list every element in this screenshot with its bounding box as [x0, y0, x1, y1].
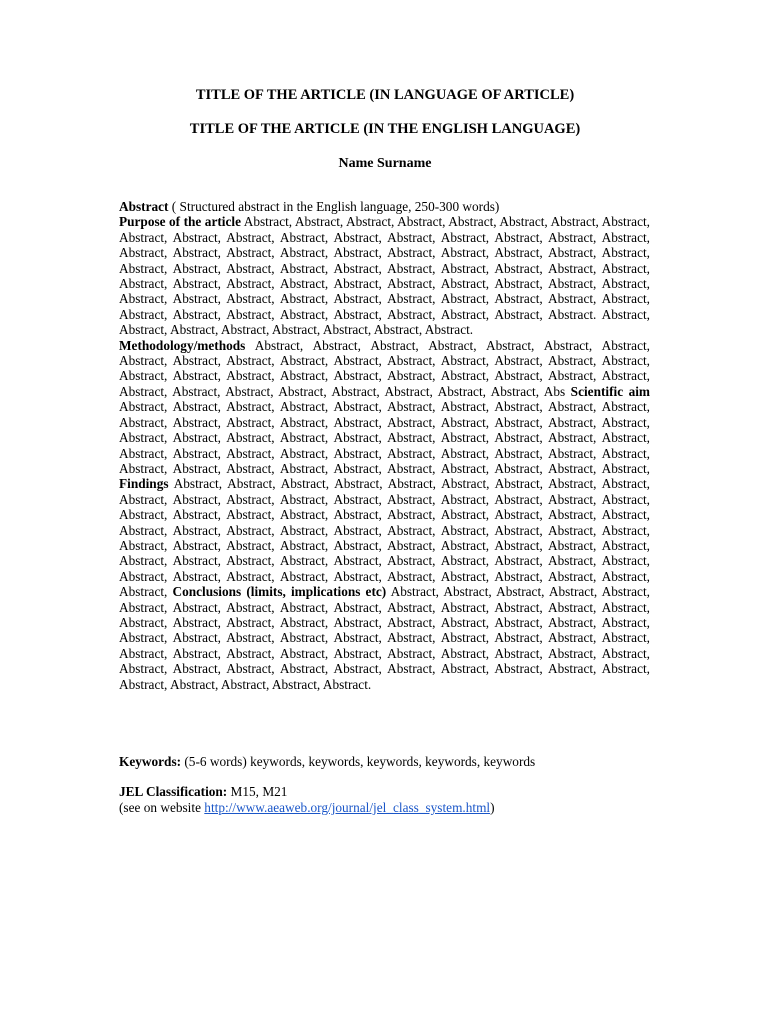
purpose-text: Abstract, Abstract, Abstract, Abstract, Abstract, Abstract, Abstract, Abstract, Abstract, Abstract, Abstract, Abstract, Abstract, Abstract, Abstract, Abstract, Abstract, Abstract, Abstract, Abstract, Abstract, Abstract, Abstract, Abstract, Abstract, Abstract, Abstract, Abstract, Abstract, Abstract, Abstract, Abstract, Abstract, Abstract, Abstract, Abstract, Abstract, Abstract, Abstract, Abstract, Abstract, Abstract, Abstract, Abstract, Abstract, Abstract, Abstract, Abstract, Abstract, Abstract, Abstract, Abstract, Abstract, Abstract, Abstract, Abstract, Abstract, Abstract, Abstract, Abstract, Abstract, Abstract, Abstract, Abstract, Abstract, Abstract, Abstract. Abstract, Abstract, Abstract, Abstract, Abstract, Abstract, Abstract, Abstract. — [119, 214, 650, 338]
abstract-heading — [119, 199, 650, 214]
jel-codes: M15, M21 — [227, 784, 288, 799]
abstract-section — [119, 199, 650, 692]
abstract-label: Abstract — [119, 199, 169, 214]
jel-website-line — [119, 800, 679, 816]
findings-text: Abstract, Abstract, Abstract, Abstract, Abstract, Abstract, Abstract, Abstract, Abstract, Abstract, Abstract, Abstract, Abstract, Abstract, Abstract, Abstract, Abstract, Abstract, Abstract, Abstract, Abstract, Abstract, Abstract, Abstract, Abstract, Abstract, Abstract, Abstract, Abstract, Abstract, Abstract, Abstract, Abstract, Abstract, Abstract, Abstract, Abstract, Abstract, Abstract, Abstract, Abstract, Abstract, Abstract, Abstract, Abstract, Abstract, Abstract, Abstract, Abstract, Abstract, Abstract, Abstract, Abstract, Abstract, Abstract, Abstract, Abstract, Abstract, Abstract, Abstract, Abstract, Abstract, Abstract, Abstract, Abstract, Abstract, Abstract, Abstract, Abstract, Abstract, — [119, 476, 650, 600]
abstract-paragraph-main — [119, 338, 650, 692]
abstract-paragraph-purpose — [119, 214, 650, 337]
purpose-label: Purpose of the article — [119, 214, 241, 230]
article-title-english: TITLE OF THE ARTICLE (IN THE ENGLISH LANGUAGE) — [189, 121, 581, 137]
article-title-original: TITLE OF THE ARTICLE (IN LANGUAGE OF ARTICLE) — [195, 87, 575, 103]
methodology-label: Methodology/methods — [119, 337, 246, 353]
abstract-note: ( Structured abstract in the English language, 250-300 words) — [168, 199, 500, 214]
aim-text: Abstract, Abstract, Abstract, Abstract, Abstract, Abstract, Abstract, Abstract, Abstract, Abstract, Abstract, Abstract, Abstract, Abstract, Abstract, Abstract, Abstract, Abstract, Abstract, Abstract, Abstract, Abstract, Abstract, Abstract, Abstract, Abstract, Abstract, Abstract, Abstract, Abstract, Abstract, Abstract, Abstract, Abstract, Abstract, Abstract, Abstract, Abstract, Abstract, Abstract, Abstract, Abstract, Abstract, Abstract, Abstract, Abstract, Abstract, Abstract, Abstract, Abstract, — [119, 399, 650, 476]
jel-see-prefix: (see on website — [119, 800, 205, 815]
jel-link[interactable]: http://www.aeaweb.org/journal/jel_class_system.html — [204, 800, 491, 815]
methodology-text: Abstract, Abstract, Abstract, Abstract, Abstract, Abstract, Abstract, Abstract, Abstract, Abstract, Abstract, Abstract, Abstract, Abstract, Abstract, Abstract, Abstract, Abstract, Abstract, Abstract, Abstract, Abstract, Abstract, Abstract, Abstract, Abstract, Abstract, Abstract, Abstract, Abstract, Abstract, Abstract, Abstract, Abstract, Abstract, Abs — [119, 337, 650, 399]
jel-section — [119, 784, 679, 816]
jel-see-suffix: ) — [490, 800, 495, 815]
conclusions-text: Abstract, Abstract, Abstract, Abstract, Abstract, Abstract, Abstract, Abstract, Abstract, Abstract, Abstract, Abstract, Abstract, Abstract, Abstract, Abstract, Abstract, Abstract, Abstract, Abstract, Abstract, Abstract, Abstract, Abstract, Abstract, Abstract, Abstract, Abstract, Abstract, Abstract, Abstract, Abstract, Abstract, Abstract, Abstract, Abstract, Abstract, Abstract, Abstract, Abstract, Abstract, Abstract, Abstract, Abstract, Abstract, Abstract, Abstract, Abstract, Abstract, Abstract, Abstract, Abstract, Abstract, Abstract, Abstract, Abstract, Abstract, Abstract, Abstract, Abstract. — [119, 584, 650, 692]
author-name: Name Surname — [338, 156, 432, 171]
aim-label: Scientific aim — [570, 383, 650, 399]
jel-line — [119, 784, 679, 800]
keywords-text: (5-6 words) keywords, keywords, keywords, keywords, keywords — [181, 754, 536, 769]
keywords-line — [119, 754, 679, 770]
findings-label: Findings — [119, 476, 169, 492]
jel-label: JEL Classification: — [119, 784, 228, 799]
conclusions-label: Conclusions (limits, implications etc) — [172, 584, 387, 600]
keywords-label: Keywords: — [119, 754, 182, 769]
